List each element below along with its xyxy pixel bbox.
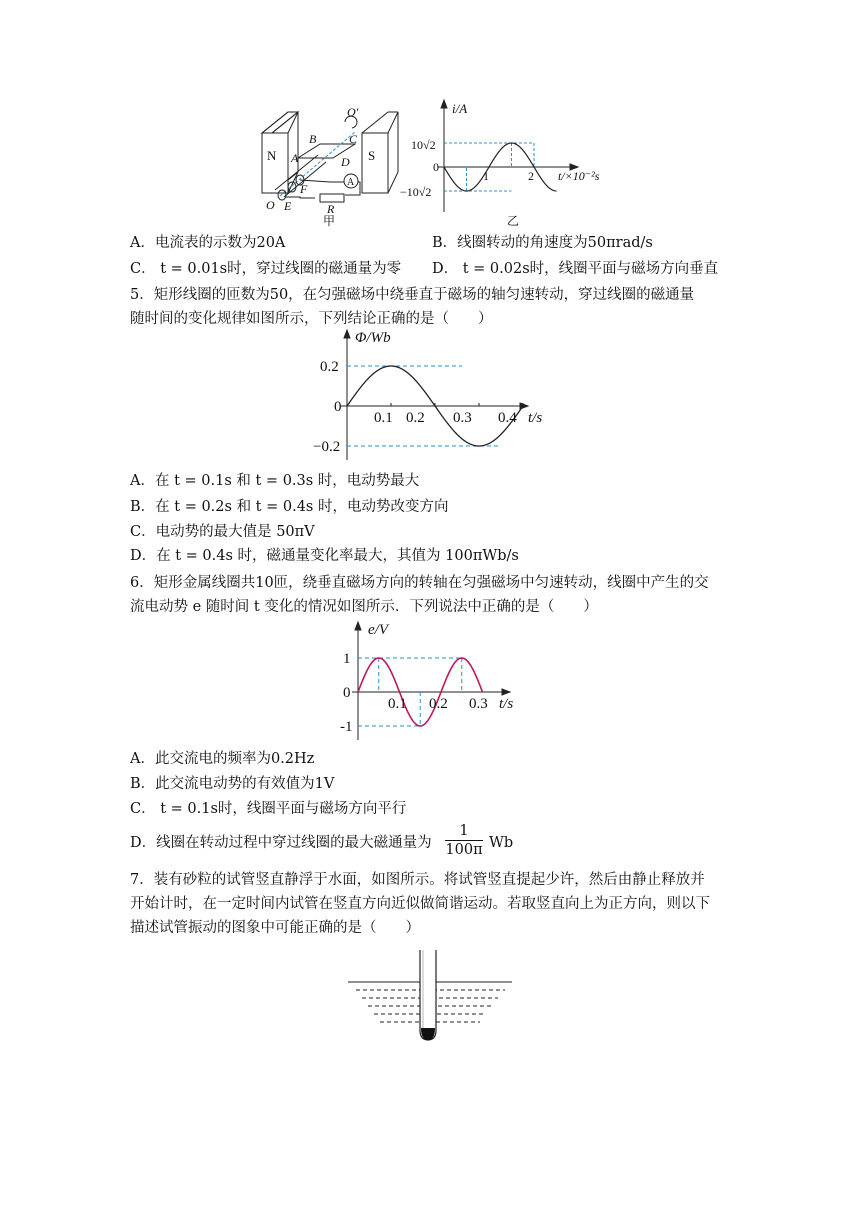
- fraction-numerator: 1: [459, 823, 469, 839]
- label-o-prime: O′: [347, 105, 359, 119]
- q6-option-d-prefix: D．线圈在转动过程中穿过线圈的最大磁通量为: [130, 835, 432, 851]
- q7-stem-line1: 7．装有砂粒的试管竖直静浮于水面，如图所示。将试管竖直提起少许，然后由静止释放并: [130, 872, 705, 888]
- chart-phi-x-tick-4: 0.4: [498, 410, 517, 426]
- q4-option-d: D． t = 0.02s时，线圈平面与磁场方向垂直: [432, 261, 719, 277]
- label-d: D: [341, 155, 350, 169]
- q5-option-d: D．在 t = 0.4s 时，磁通量变化率最大，其值为 100πWb/s: [130, 548, 519, 564]
- chart-e-y-tick-bottom: -1: [340, 719, 353, 735]
- q6-option-d-unit: Wb: [489, 835, 514, 851]
- chart-e-x-tick-2: 0.2: [429, 696, 448, 712]
- chart-i-x-label: t/×10⁻²s: [558, 169, 600, 183]
- chart-i-y-tick-top: 10√2: [411, 138, 436, 152]
- q7-stem-line3: 描述试管振动的图象中可能正确的是（ ）: [130, 920, 420, 936]
- label-b: B: [309, 132, 317, 146]
- magnet-s-label: S: [368, 148, 376, 163]
- q5-option-b: B．在 t = 0.2s 和 t = 0.4s 时，电动势改变方向: [130, 499, 449, 515]
- chart-i-y-tick-zero: 0: [433, 160, 439, 174]
- q6-stem-line2: 流电动势 e 随时间 t 变化的情况如图所示．下列说法中正确的是（ ）: [130, 599, 598, 615]
- fraction-denominator: 100π: [445, 842, 483, 858]
- q7-stem-line2: 开始计时，在一定时间内试管在竖直方向近似做简谐运动。若取竖直向上为正方向，则以下: [130, 896, 710, 912]
- q6-option-b: B．此交流电动势的有效值为1V: [130, 776, 335, 792]
- meter-label: A: [347, 177, 355, 188]
- q4-option-a: A．电流表的示数为20A: [130, 235, 286, 251]
- q6-stem-line1: 6．矩形金属线圈共10匝，绕垂直磁场方向的转轴在匀强磁场中匀速转动，线圈中产生的交: [130, 575, 709, 591]
- test-tube: [420, 950, 436, 1040]
- q5-stem-line2: 随时间的变化规律如图所示，下列结论正确的是（ ）: [130, 311, 493, 327]
- label-a: A: [291, 151, 299, 165]
- chart-phi-y-tick-zero: 0: [334, 399, 342, 415]
- q4-option-b: B．线圈转动的角速度为50πrad/s: [432, 235, 653, 251]
- chart-e-x-label: t/s: [499, 696, 514, 712]
- q5-option-a: A．在 t = 0.1s 和 t = 0.3s 时，电动势最大: [130, 473, 420, 489]
- label-c: C: [349, 132, 358, 146]
- q6-option-a: A．此交流电的频率为0.2Hz: [130, 751, 315, 767]
- chart-i-x-tick-1: 1: [483, 169, 489, 183]
- chart-i-y-tick-bottom: −10√2: [400, 185, 432, 199]
- label-o: O: [266, 198, 275, 212]
- chart-phi-y-tick-bottom: −0.2: [313, 439, 341, 455]
- chart-phi-x-tick-2: 0.2: [406, 410, 425, 426]
- q5-option-c: C．电动势的最大值是 50πV: [130, 524, 315, 540]
- chart-phi-y-tick-top: 0.2: [320, 359, 339, 375]
- chart-phi-y-label: Φ/Wb: [355, 330, 391, 346]
- chart-phi-x-label: t/s: [528, 410, 543, 426]
- chart-e-y-tick-top: 1: [343, 651, 351, 667]
- magnet-n-label: N: [267, 148, 277, 163]
- label-e: E: [284, 199, 292, 213]
- figure-caption-jia: 甲: [323, 214, 336, 228]
- chart-i-x-tick-2: 2: [528, 169, 534, 183]
- label-f: F: [300, 182, 308, 196]
- q5-stem-line1: 5．矩形线圈的匝数为50，在匀强磁场中绕垂直于磁场的轴匀速转动，穿过线圈的磁通量: [130, 287, 695, 303]
- q4-option-c: C． t = 0.01s时，穿过线圈的磁通量为零: [130, 261, 402, 277]
- q6-option-c: C． t = 0.1s时，线圈平面与磁场方向平行: [130, 801, 407, 817]
- chart-phi-x-tick-3: 0.3: [453, 410, 472, 426]
- chart-e-x-tick-1: 0.1: [388, 696, 407, 712]
- figure-caption-yi: 乙: [507, 214, 520, 228]
- chart-e-x-tick-3: 0.3: [469, 696, 488, 712]
- chart-i-y-label: i/A: [452, 101, 468, 116]
- label-r: R: [327, 202, 335, 216]
- chart-e-y-label: e/V: [368, 622, 388, 638]
- chart-e-y-tick-zero: 0: [343, 685, 351, 701]
- chart-phi-x-tick-1: 0.1: [374, 410, 393, 426]
